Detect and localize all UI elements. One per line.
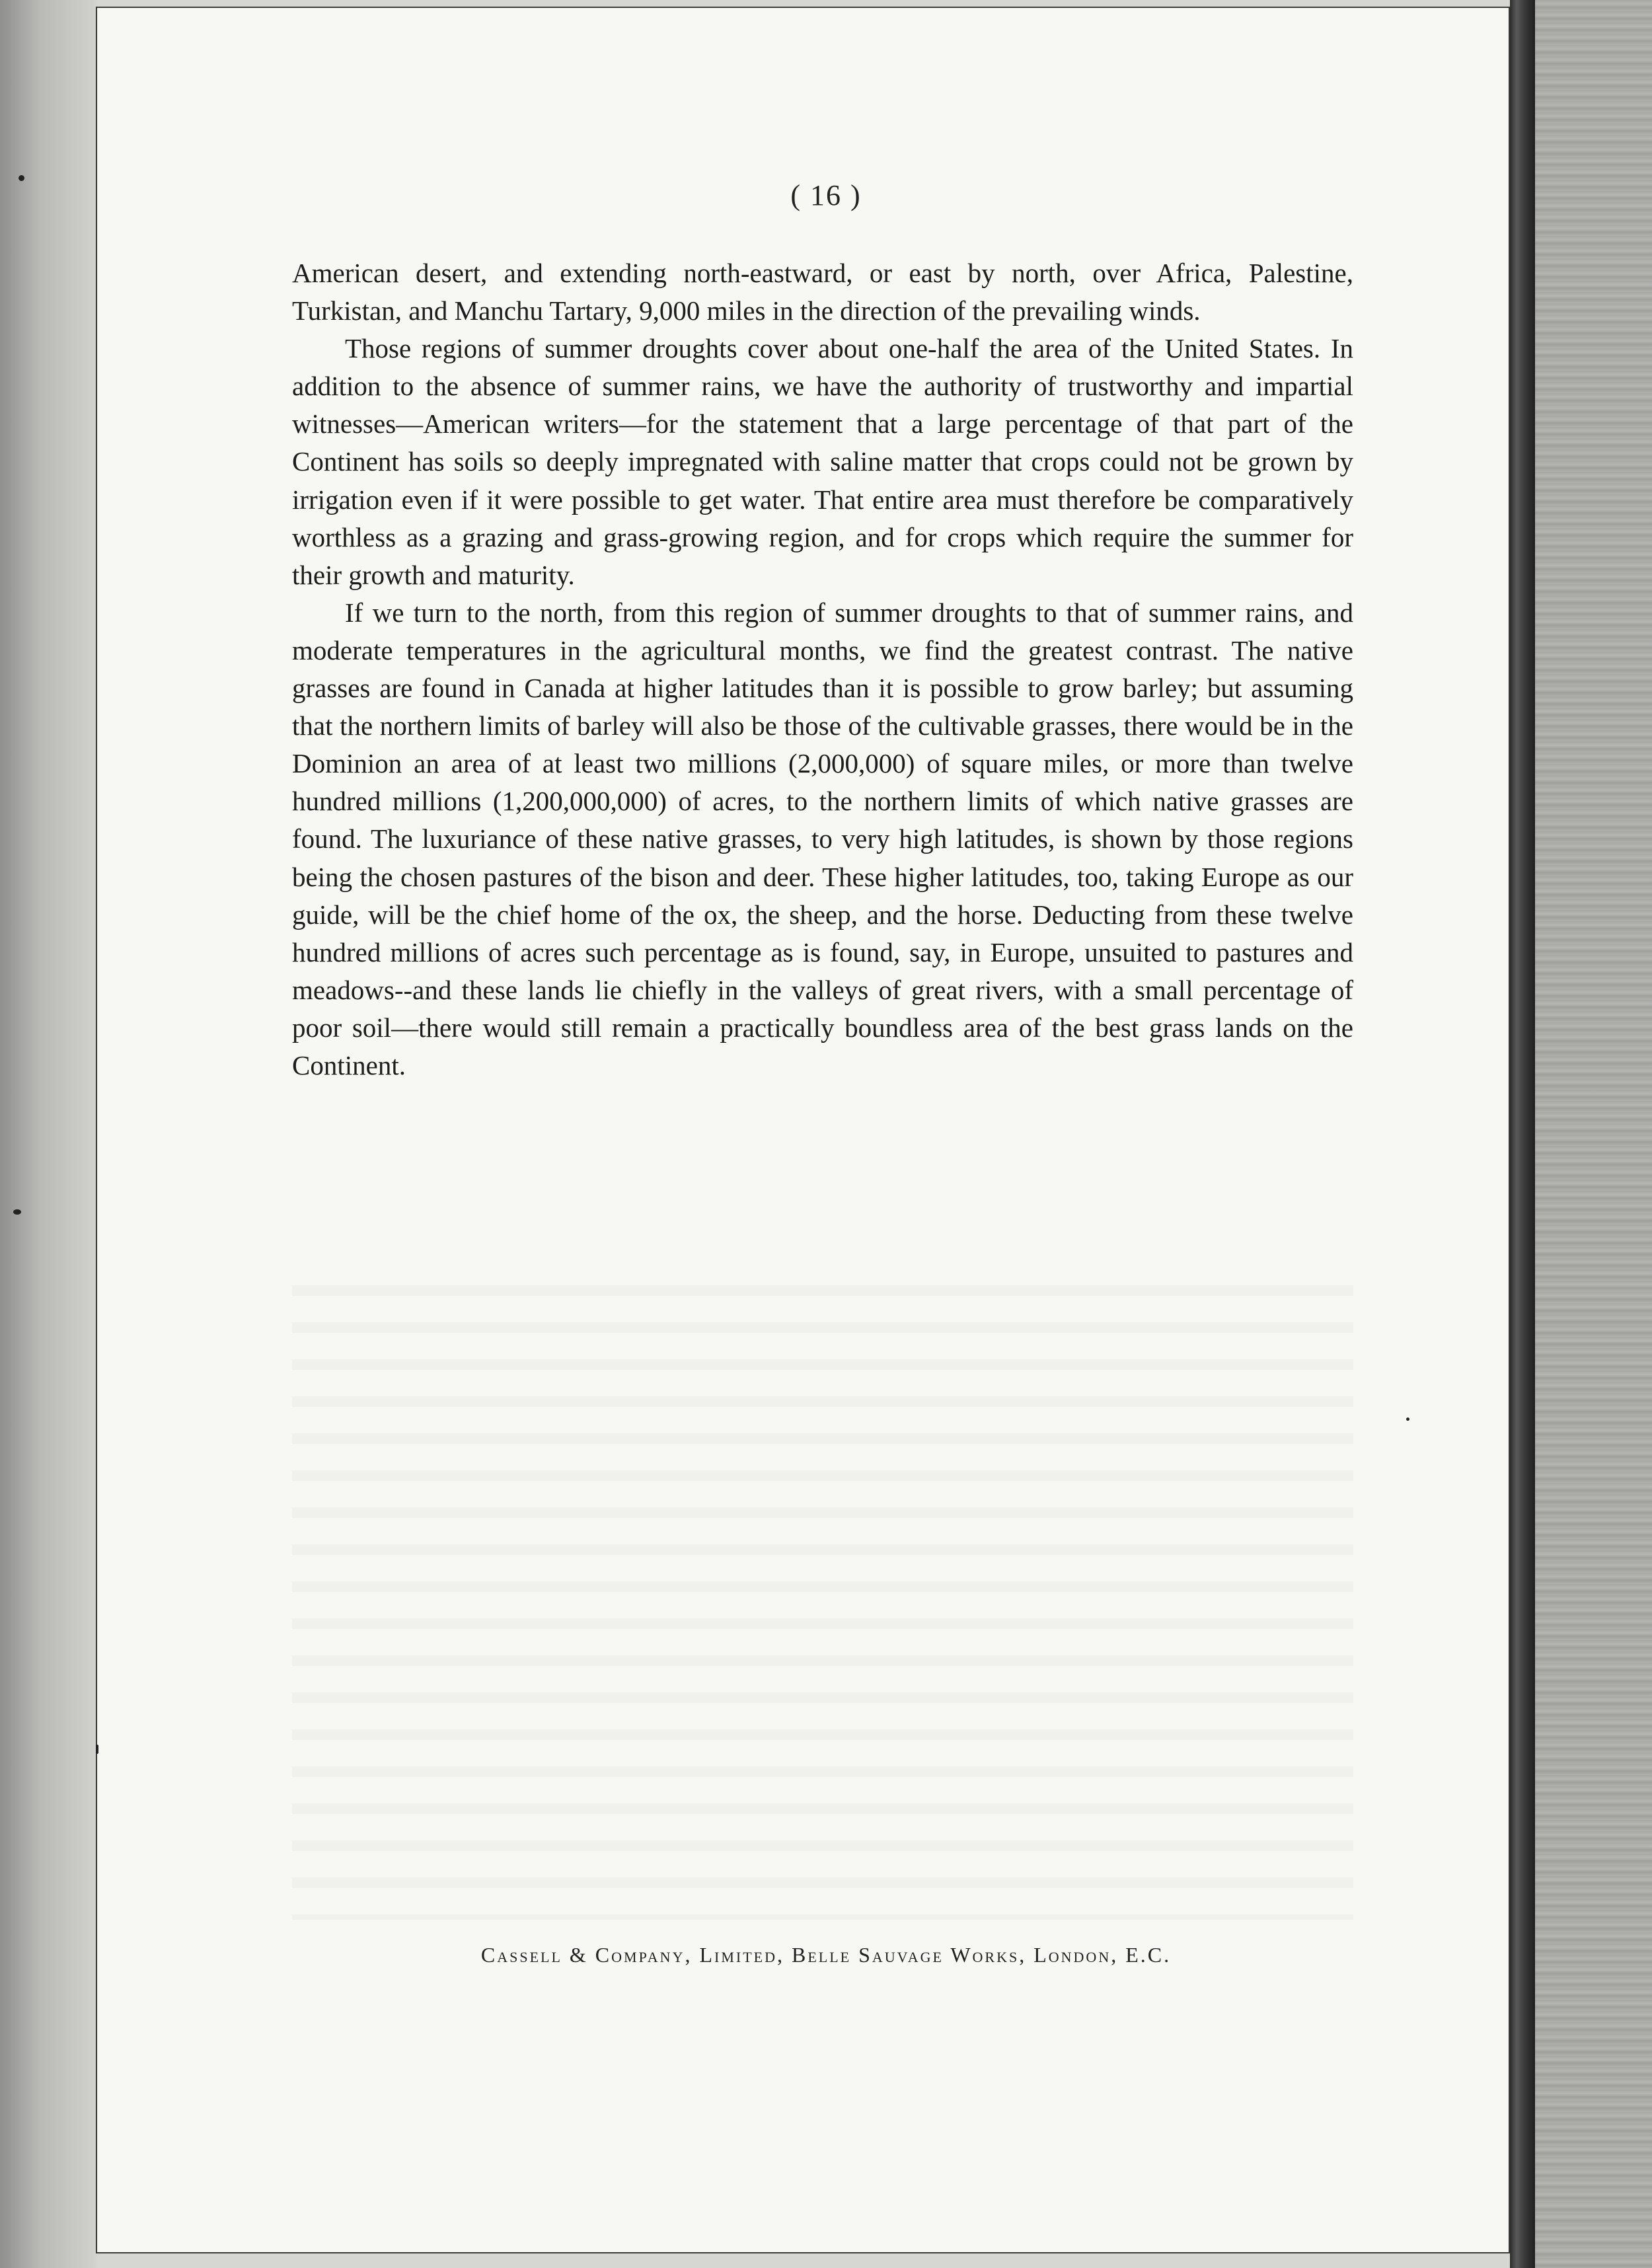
scan-speck [96,1745,98,1754]
page-binding-edge [1510,0,1535,2268]
scan-speck [19,175,24,181]
paragraph-3: If we turn to the north, from this region of summer droughts to that of summer rains, and moderate temperatures in the agricultural months, we find the greatest contrast. The native grasses are found in Canada at higher latitudes than it is possible to grow barley; but assuming that the northern limits of barley will also be those of the cultivable grasses, there would be in the Dominion an area of at least two millions (2,000,000) of square miles, or more than twelve hundred millions (1,200,000,000) of acres, to the northern limits of which native grasses are found. The luxuriance of these native grasses, to very high latitudes, is shown by those regions being the chosen pastures of the bison and deer. These higher latitudes, too, taking Europe as our guide, will be the chief home of the ox, the sheep, and the horse. Deducting from these twelve hundred millions of acres such percentage as is found, say, in Europe, unsuited to pastures and meadows--and these lands lie chiefly in the valleys of great rivers, with a small percentage of poor soil—there would still remain a practically boundless area of the best grass lands on the Continent. [292,597,1353,1080]
scan-speck [13,1209,21,1215]
page-number: ( 16 ) [790,179,862,211]
paragraph-2: Those regions of summer droughts cover about one-half the area of the United States. In addition to the absence of summer rains, we have the authority of trustworthy and impartial witnesses—American writers—for the statement that a large percentage of that part of the Continent has soils so deeply impregnated with saline matter that crops could not be grown by irrigation even if it were possible to get water. That entire area must therefore be comparatively worthless as a grazing and grass-growing region, and for crops which require the summer for their growth and maturity. [292,333,1353,590]
paragraph-1: American desert, and extending north-eastward, or east by north, over Africa, Palestine, Turkistan, and Manchu Tartary, 9,000 miles in the direction of the prevailing winds. [292,258,1353,326]
scan-speck [1406,1418,1409,1421]
show-through-area [292,1259,1353,1920]
adjacent-page-edge [1535,0,1652,2268]
publisher-imprint: Cassell & Company, Limited, Belle Sauvage Works, London, E.C. [480,1943,1172,1967]
body-text [292,254,1353,1084]
